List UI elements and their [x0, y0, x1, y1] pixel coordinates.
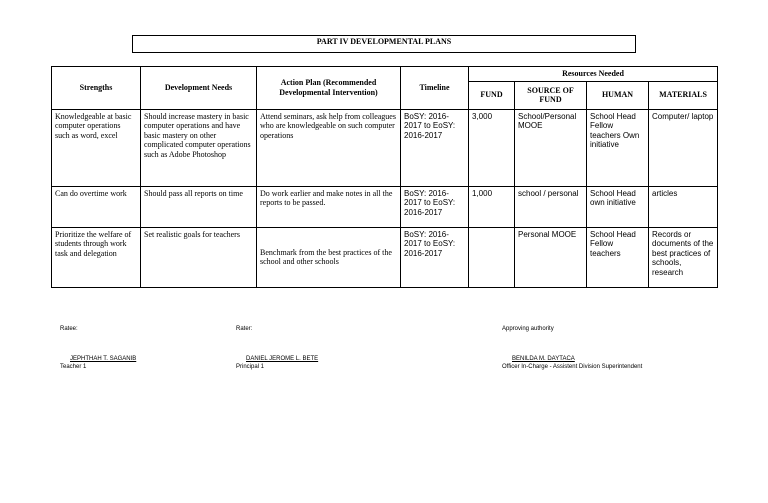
cell-action-plan: Attend seminars, ask help from colleagues who are knowledgeable on such computer operations — [257, 109, 401, 186]
approver-label: Approving authority — [502, 326, 554, 332]
header-fund: FUND — [469, 81, 515, 109]
cell-fund: 1,000 — [469, 186, 515, 227]
table-row — [52, 109, 718, 186]
cell-human: School Head own initiative — [587, 186, 649, 227]
approver-name: BENILDA M. DAYTACA — [512, 356, 575, 362]
header-materials: MATERIALS — [649, 81, 718, 109]
cell-strengths: Prioritize the welfare of students through work task and delegation — [52, 227, 141, 287]
cell-source-of-fund: school / personal — [515, 186, 587, 227]
cell-strengths: Can do overtime work — [52, 186, 141, 227]
cell-human: School Head Fellow teachers Own initiative — [587, 109, 649, 186]
cell-action-plan: Benchmark from the best practices of the school and other schools — [257, 227, 401, 287]
ratee-position: Teacher 1 — [60, 364, 87, 370]
cell-strengths: Knowledgeable at basic computer operations such as word, excel — [52, 109, 141, 186]
header-development-needs: Development Needs — [141, 67, 257, 110]
cell-timeline: BoSY: 2016-2017 to EoSY: 2016-2017 — [401, 109, 469, 186]
cell-development-needs: Should pass all reports on time — [141, 186, 257, 227]
cell-human: School Head Fellow teachers — [587, 227, 649, 287]
rater-label: Rater: — [236, 326, 253, 332]
cell-materials: articles — [649, 186, 718, 227]
cell-fund — [469, 227, 515, 287]
cell-source-of-fund: Personal MOOE — [515, 227, 587, 287]
header-action-plan: Action Plan (Recommended Developmental Intervention) — [257, 67, 401, 110]
cell-development-needs: Should increase mastery in basic computer operations and have basic mastery on other complicated computer operations such as Adobe Photoshop — [141, 109, 257, 186]
cell-fund: 3,000 — [469, 109, 515, 186]
developmental-plan-table — [51, 66, 718, 288]
page-title: PART IV DEVELOPMENTAL PLANS — [132, 35, 636, 53]
cell-timeline: BoSY: 2016-2017 to EoSY: 2016-2017 — [401, 186, 469, 227]
cell-action-plan: Do work earlier and make notes in all the reports to be passed. — [257, 186, 401, 227]
cell-materials: Records or documents of the best practices of schools, research — [649, 227, 718, 287]
cell-source-of-fund: School/Personal MOOE — [515, 109, 587, 186]
table-row — [52, 186, 718, 227]
header-source-of-fund: SOURCE OF FUND — [515, 81, 587, 109]
table-row — [52, 227, 718, 287]
header-resources-needed: Resources Needed — [469, 67, 718, 82]
ratee-label: Ratee: — [60, 326, 78, 332]
rater-name: DANIEL JEROME L. BETE — [246, 356, 319, 362]
header-human: HUMAN — [587, 81, 649, 109]
ratee-name: JEPHTHAH T. SAGANIB — [70, 356, 137, 362]
cell-materials: Computer/ laptop — [649, 109, 718, 186]
cell-development-needs: Set realistic goals for teachers — [141, 227, 257, 287]
approver-position: Officer In-Charge - Assistent Division Superintendent — [502, 364, 643, 370]
header-strengths: Strengths — [52, 67, 141, 110]
header-timeline: Timeline — [401, 67, 469, 110]
cell-timeline: BoSY: 2016-2017 to EoSY: 2016-2017 — [401, 227, 469, 287]
rater-position: Principal 1 — [236, 364, 265, 370]
